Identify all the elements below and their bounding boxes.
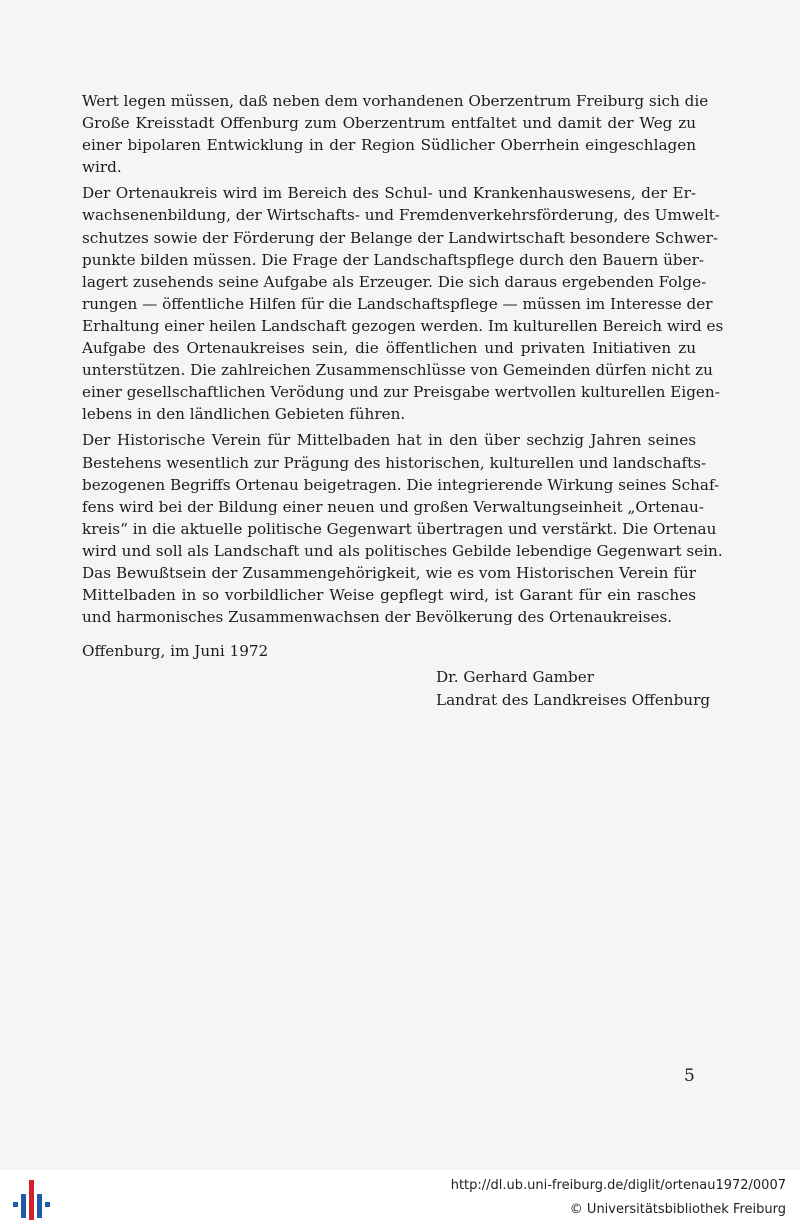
text-line: Bestehens wesentlich zur Prägung des historischen, kulturellen und landschafts- xyxy=(82,453,707,472)
text-line: wird. xyxy=(82,158,122,177)
text-line: Wert legen müssen, daß neben dem vorhandenen Oberzentrum Freiburg sich die xyxy=(82,92,709,110)
text-line: wachsenenbildung, der Wirtschafts- und Fremdenverkehrsförderung, des Umwelt- xyxy=(82,206,720,225)
text-line: kreis“ in die aktuelle politische Gegenwart übertragen und verstärkt. Die Ortenau xyxy=(82,519,717,538)
scan-artifact: · · · · · xyxy=(470,4,520,13)
body-text xyxy=(82,90,724,632)
paragraph xyxy=(82,90,709,178)
text-line: fens wird bei der Bildung einer neuen und großen Verwaltungseinheit „Ortenau- xyxy=(82,497,704,516)
text-line: einer bipolaren Entwicklung in der Region Südlicher Oberrhein eingeschlagen xyxy=(82,136,696,155)
text-line: und harmonisches Zusammenwachsen der Bevölkerung des Ortenaukreises. xyxy=(82,608,673,627)
text-line: Der Historische Verein für Mittelbaden hat in den über sechzig Jahren seines xyxy=(82,431,696,450)
text-line: Der Ortenaukreis wird im Bereich des Schul- und Krankenhauswesens, der Er- xyxy=(82,184,696,203)
page-number: 5 xyxy=(684,1066,695,1086)
text-line: schutzes sowie der Förderung der Belange der Landwirtschaft besondere Schwer- xyxy=(82,228,718,247)
ub-freiburg-logo-icon xyxy=(10,1178,50,1222)
text-line: bezogenen Begriffs Ortenau beigetragen. Die integrierende Wirkung seines Schaf- xyxy=(82,475,720,494)
signature-name: Dr. Gerhard Gamber xyxy=(436,668,595,686)
text-line: Große Kreisstadt Offenburg zum Oberzentrum entfaltet und damit der Weg zu xyxy=(82,114,696,133)
text-line: wird und soll als Landschaft und als politisches Gebilde lebendige Gegenwart sein. xyxy=(82,541,723,560)
text-line: lagert zusehends seine Aufgabe als Erzeuger. Die sich daraus ergebenden Folge- xyxy=(82,272,707,291)
text-line: Mittelbaden in so vorbildlicher Weise gepflegt wird, ist Garant für ein rasches xyxy=(82,586,696,605)
text-line: Aufgabe des Ortenaukreises sein, die öffentlichen und privaten Initiativen zu xyxy=(82,339,696,358)
text-line: Erhaltung einer heilen Landschaft gezogen werden. Im kulturellen Bereich wird es xyxy=(82,316,724,335)
paragraph xyxy=(82,182,724,425)
text-line: Das Bewußtsein der Zusammengehörigkeit, wie es vom Historischen Verein für xyxy=(82,563,696,582)
text-line: rungen — öffentliche Hilfen für die Landschaftspflege — müssen im Interesse der xyxy=(82,294,713,313)
footer xyxy=(0,1170,800,1226)
text-line: lebens in den ländlichen Gebieten führen. xyxy=(82,405,406,424)
place-date: Offenburg, im Juni 1972 xyxy=(82,642,269,660)
signature-title: Landrat des Landkreises Offenburg xyxy=(436,690,711,709)
footer-copyright: © Universitätsbibliothek Freiburg xyxy=(569,1202,786,1217)
paragraph xyxy=(82,429,723,628)
text-line: unterstützen. Die zahlreichen Zusammenschlüsse von Gemeinden dürfen nicht zu xyxy=(82,361,713,380)
text-line: einer gesellschaftlichen Verödung und zur Preisgabe wertvollen kulturellen Eigen- xyxy=(82,383,720,402)
footer-url[interactable]: http://dl.ub.uni-freiburg.de/diglit/ortenau1972/0007 xyxy=(450,1178,786,1193)
signature-block xyxy=(436,666,710,711)
text-line: punkte bilden müssen. Die Frage der Landschaftspflege durch den Bauern über- xyxy=(82,250,705,269)
